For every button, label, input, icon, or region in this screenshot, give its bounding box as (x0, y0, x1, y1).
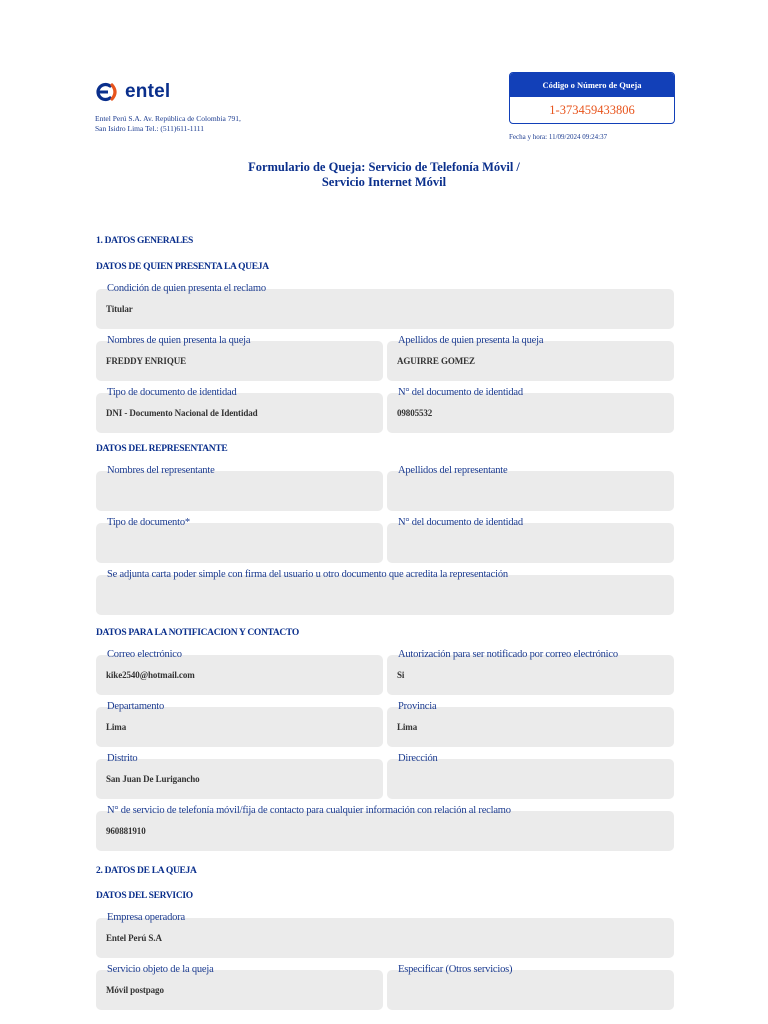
autorizacion-field (387, 649, 674, 695)
autorizacion-value: Si (397, 670, 405, 680)
section-notificacion-contacto: DATOS PARA LA NOTIFICACION Y CONTACTO (96, 628, 299, 638)
representante-apellidos-label: Apellidos del representante (398, 465, 508, 476)
representante-tipo-documento-field (96, 517, 383, 563)
section-representante: DATOS DEL REPRESENTANTE (96, 444, 228, 454)
condicion-field (96, 283, 674, 329)
especificar-otros-label: Especificar (Otros servicios) (398, 964, 513, 975)
tipo-documento-label: Tipo de documento de identidad (107, 387, 237, 398)
especificar-otros-field (387, 964, 674, 1010)
departamento-value: Lima (106, 722, 127, 732)
departamento-label: Departamento (107, 701, 165, 712)
empresa-operadora-value: Entel Perú S.A (106, 933, 162, 943)
representante-nombres-label: Nombres del representante (107, 465, 215, 476)
apellidos-value: AGUIRRE GOMEZ (397, 356, 475, 366)
condicion-label: Condición de quien presenta el reclamo (107, 283, 266, 294)
distrito-field (96, 753, 383, 799)
servicio-queja-value: Móvil postpago (106, 985, 164, 995)
apellidos-field (387, 335, 674, 381)
provincia-label: Provincia (398, 701, 437, 712)
logo-text: entel (125, 81, 171, 102)
telefono-contacto-label: N° de servicio de telefonía móvil/fija de contacto para cualquier información con relación al reclamo (107, 805, 511, 816)
correo-field (96, 649, 383, 695)
distrito-value: San Juan De Lurigancho (106, 774, 200, 784)
form-title (184, 160, 584, 190)
apellidos-label: Apellidos de quien presenta la queja (398, 335, 544, 346)
complaint-code-box (509, 72, 675, 124)
section-datos-generales: 1. DATOS GENERALES (96, 236, 193, 246)
direccion-field (387, 753, 674, 799)
representante-tipo-documento-label: Tipo de documento* (107, 517, 190, 528)
empresa-operadora-label: Empresa operadora (107, 912, 185, 923)
representante-numero-documento-field (387, 517, 674, 563)
representante-apellidos-field (387, 465, 674, 511)
distrito-label: Distrito (107, 753, 138, 764)
section-datos-servicio: DATOS DEL SERVICIO (96, 891, 193, 901)
carta-poder-label: Se adjunta carta poder simple con firma del usuario u otro documento que acredita la representación (107, 569, 508, 580)
telefono-contacto-field (96, 805, 674, 851)
correo-value: kike2540@hotmail.com (106, 670, 195, 680)
direccion-label: Dirección (398, 753, 438, 764)
company-info (95, 114, 241, 134)
numero-documento-value: 09805532 (397, 408, 433, 418)
representante-nombres-field (96, 465, 383, 511)
section-quien-presenta: DATOS DE QUIEN PRESENTA LA QUEJA (96, 262, 269, 272)
nombres-value: FREDDY ENRIQUE (106, 356, 187, 366)
tipo-documento-value: DNI - Documento Nacional de Identidad (106, 408, 258, 418)
autorizacion-label: Autorización para ser notificado por correo electrónico (398, 649, 618, 660)
condicion-value: Titular (106, 304, 133, 314)
correo-label: Correo electrónico (107, 649, 182, 660)
numero-documento-field (387, 387, 674, 433)
servicio-queja-field (96, 964, 383, 1010)
complaint-code-value: 1-373459433806 (549, 103, 635, 117)
entel-logo-icon (95, 81, 119, 103)
entel-logo (95, 81, 170, 103)
complaint-datetime: Fecha y hora: 11/09/2024 09:24:37 (509, 133, 608, 141)
numero-documento-label: N° del documento de identidad (398, 387, 523, 398)
section-datos-queja: 2. DATOS DE LA QUEJA (96, 866, 197, 876)
form-title-line2: Servicio Internet Móvil (321, 175, 447, 189)
departamento-field (96, 701, 383, 747)
telefono-contacto-value: 960881910 (106, 826, 146, 836)
nombres-field (96, 335, 383, 381)
nombres-label: Nombres de quien presenta la queja (107, 335, 251, 346)
company-address: Entel Perú S.A. Av. República de Colombia 791, (95, 114, 241, 123)
representante-numero-documento-label: N° del documento de identidad (398, 517, 523, 528)
provincia-value: Lima (397, 722, 418, 732)
carta-poder-field (96, 569, 674, 615)
company-phone: San Isidro Lima Tel.: (511)611-1111 (95, 124, 204, 133)
empresa-operadora-field (96, 912, 674, 958)
form-title-line1: Formulario de Queja: Servicio de Telefonía Móvil / (248, 160, 520, 174)
servicio-queja-label: Servicio objeto de la queja (107, 964, 214, 975)
complaint-code-title: Código o Número de Queja (510, 73, 674, 97)
tipo-documento-field (96, 387, 383, 433)
provincia-field (387, 701, 674, 747)
